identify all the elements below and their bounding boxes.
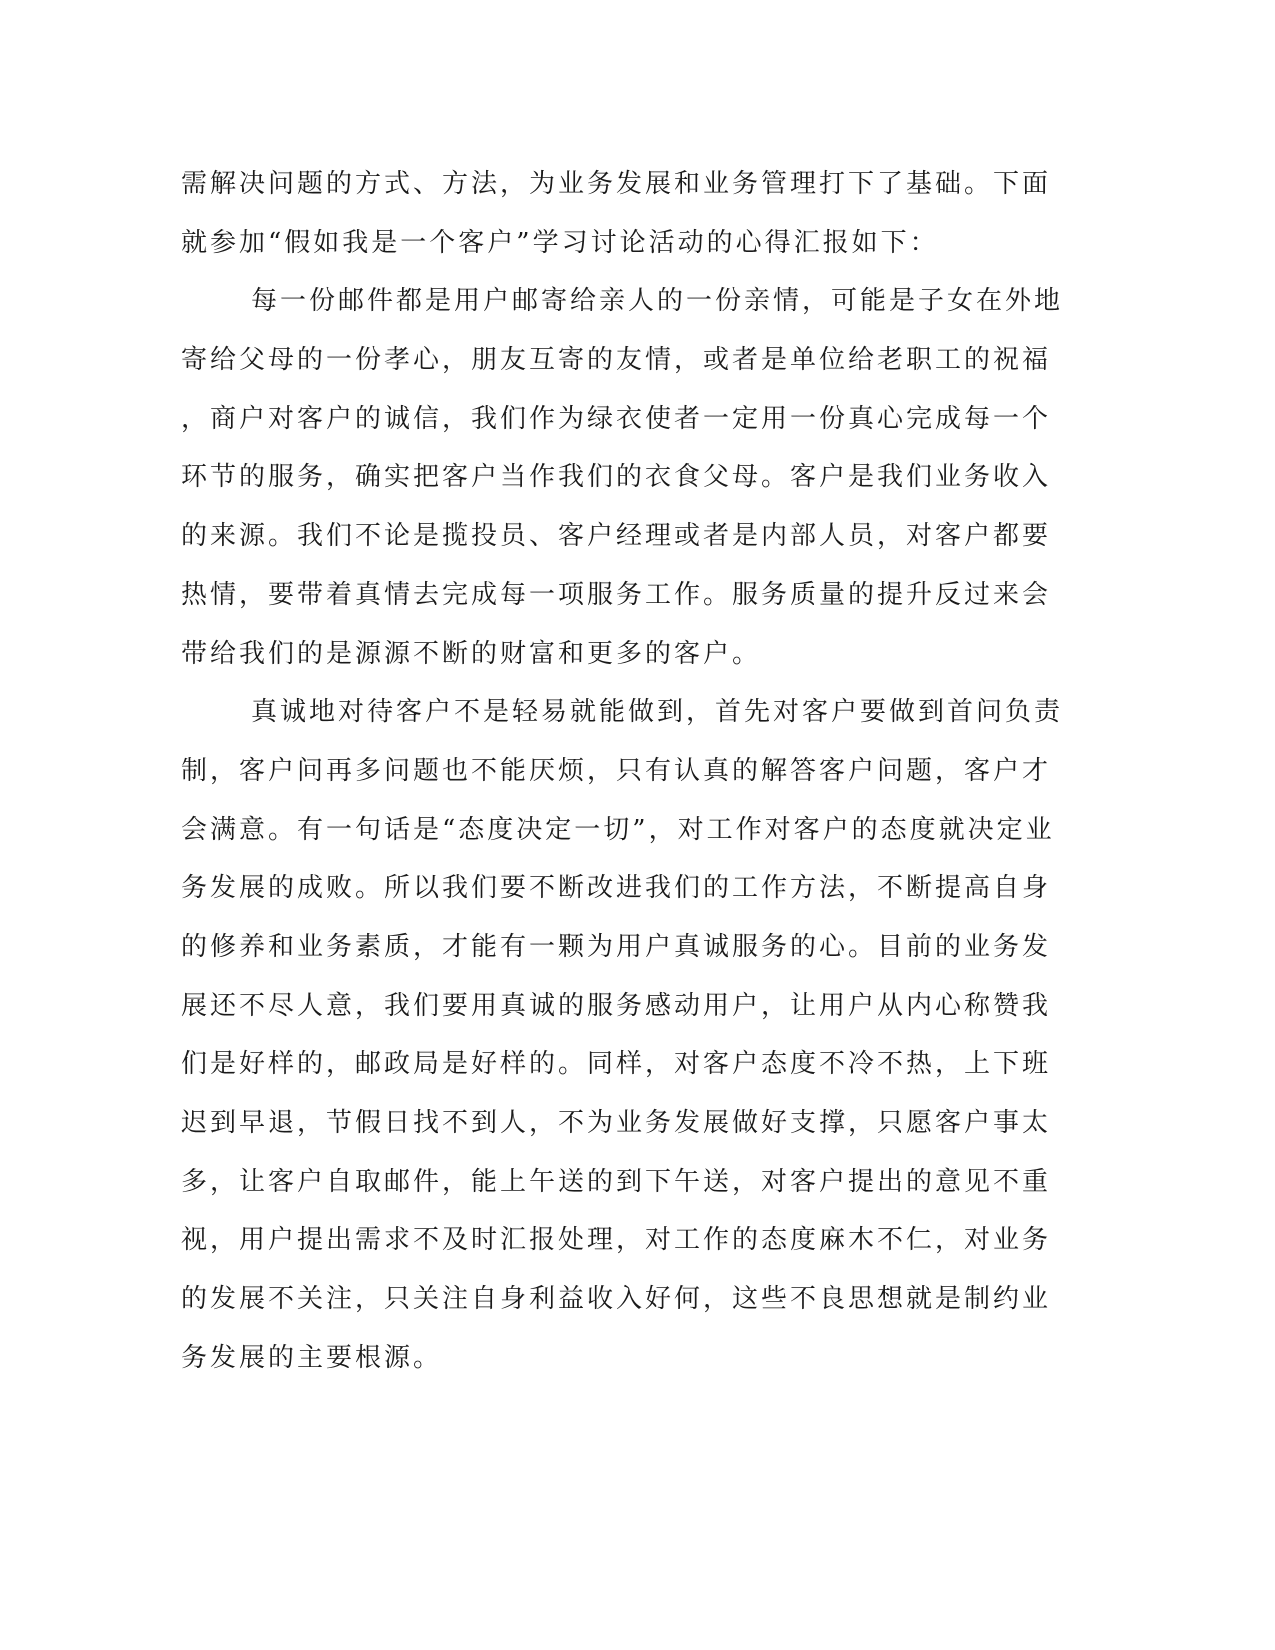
text-line: 们是好样的，邮政局是好样的。同样，对客户态度不冷不热，上下班 — [181, 1049, 1052, 1080]
text-line: 展还不尽人意，我们要用真诚的服务感动用户，让用户从内心称赞我 — [181, 990, 1052, 1021]
text-line: 需解决问题的方式、方法，为业务发展和业务管理打下了基础。下面 — [181, 169, 1052, 199]
text-line: 多，让客户自取邮件，能上午送的到下午送，对客户提出的意见不重 — [181, 1166, 1052, 1197]
document-body — [181, 155, 1064, 1387]
text-line: 迟到早退，节假日找不到人，不为业务发展做好支撑，只愿客户事太 — [181, 1108, 1052, 1138]
text-line: 务发展的主要根源。 — [181, 1342, 443, 1373]
text-line: 视，用户提出需求不及时汇报处理，对工作的态度麻木不仁，对业务 — [181, 1225, 1052, 1256]
text-line: 的来源。我们不论是揽投员、客户经理或者是内部人员，对客户都要 — [181, 521, 1052, 552]
text-line: 务发展的成败。所以我们要不断改进我们的工作方法，不断提高自身 — [181, 873, 1052, 904]
text-line: 带给我们的是源源不断的财富和更多的客户。 — [181, 638, 762, 669]
text-line: 环节的服务，确实把客户当作我们的衣食父母。客户是我们业务收入 — [181, 462, 1052, 493]
text-line: 的修养和业务素质，才能有一颗为用户真诚服务的心。目前的业务发 — [181, 931, 1052, 962]
text-line: 就参加“假如我是一个客户”学习讨论活动的心得汇报如下： — [181, 227, 939, 258]
text-line: 寄给父母的一份孝心，朋友互寄的友情，或者是单位给老职工的祝福 — [181, 345, 1052, 376]
text-line: 的发展不关注，只关注自身利益收入好何，这些不良思想就是制约业 — [181, 1284, 1052, 1315]
paragraph-first-line: 真诚地对待客户不是轻易就能做到，首先对客户要做到首问负责 — [251, 697, 1064, 728]
text-line: 会满意。有一句话是“态度决定一切”，对工作对客户的态度就决定业 — [181, 814, 1055, 845]
text-line: 热情，要带着真情去完成每一项服务工作。服务质量的提升反过来会 — [181, 579, 1052, 610]
paragraph-first-line: 每一份邮件都是用户邮寄给亲人的一份亲情，可能是子女在外地 — [251, 286, 1064, 317]
text-line: 制，客户问再多问题也不能厌烦，只有认真的解答客户问题，客户才 — [181, 755, 1052, 786]
text-line: ，商户对客户的诚信，我们作为绿衣使者一定用一份真心完成每一个 — [181, 403, 1052, 434]
